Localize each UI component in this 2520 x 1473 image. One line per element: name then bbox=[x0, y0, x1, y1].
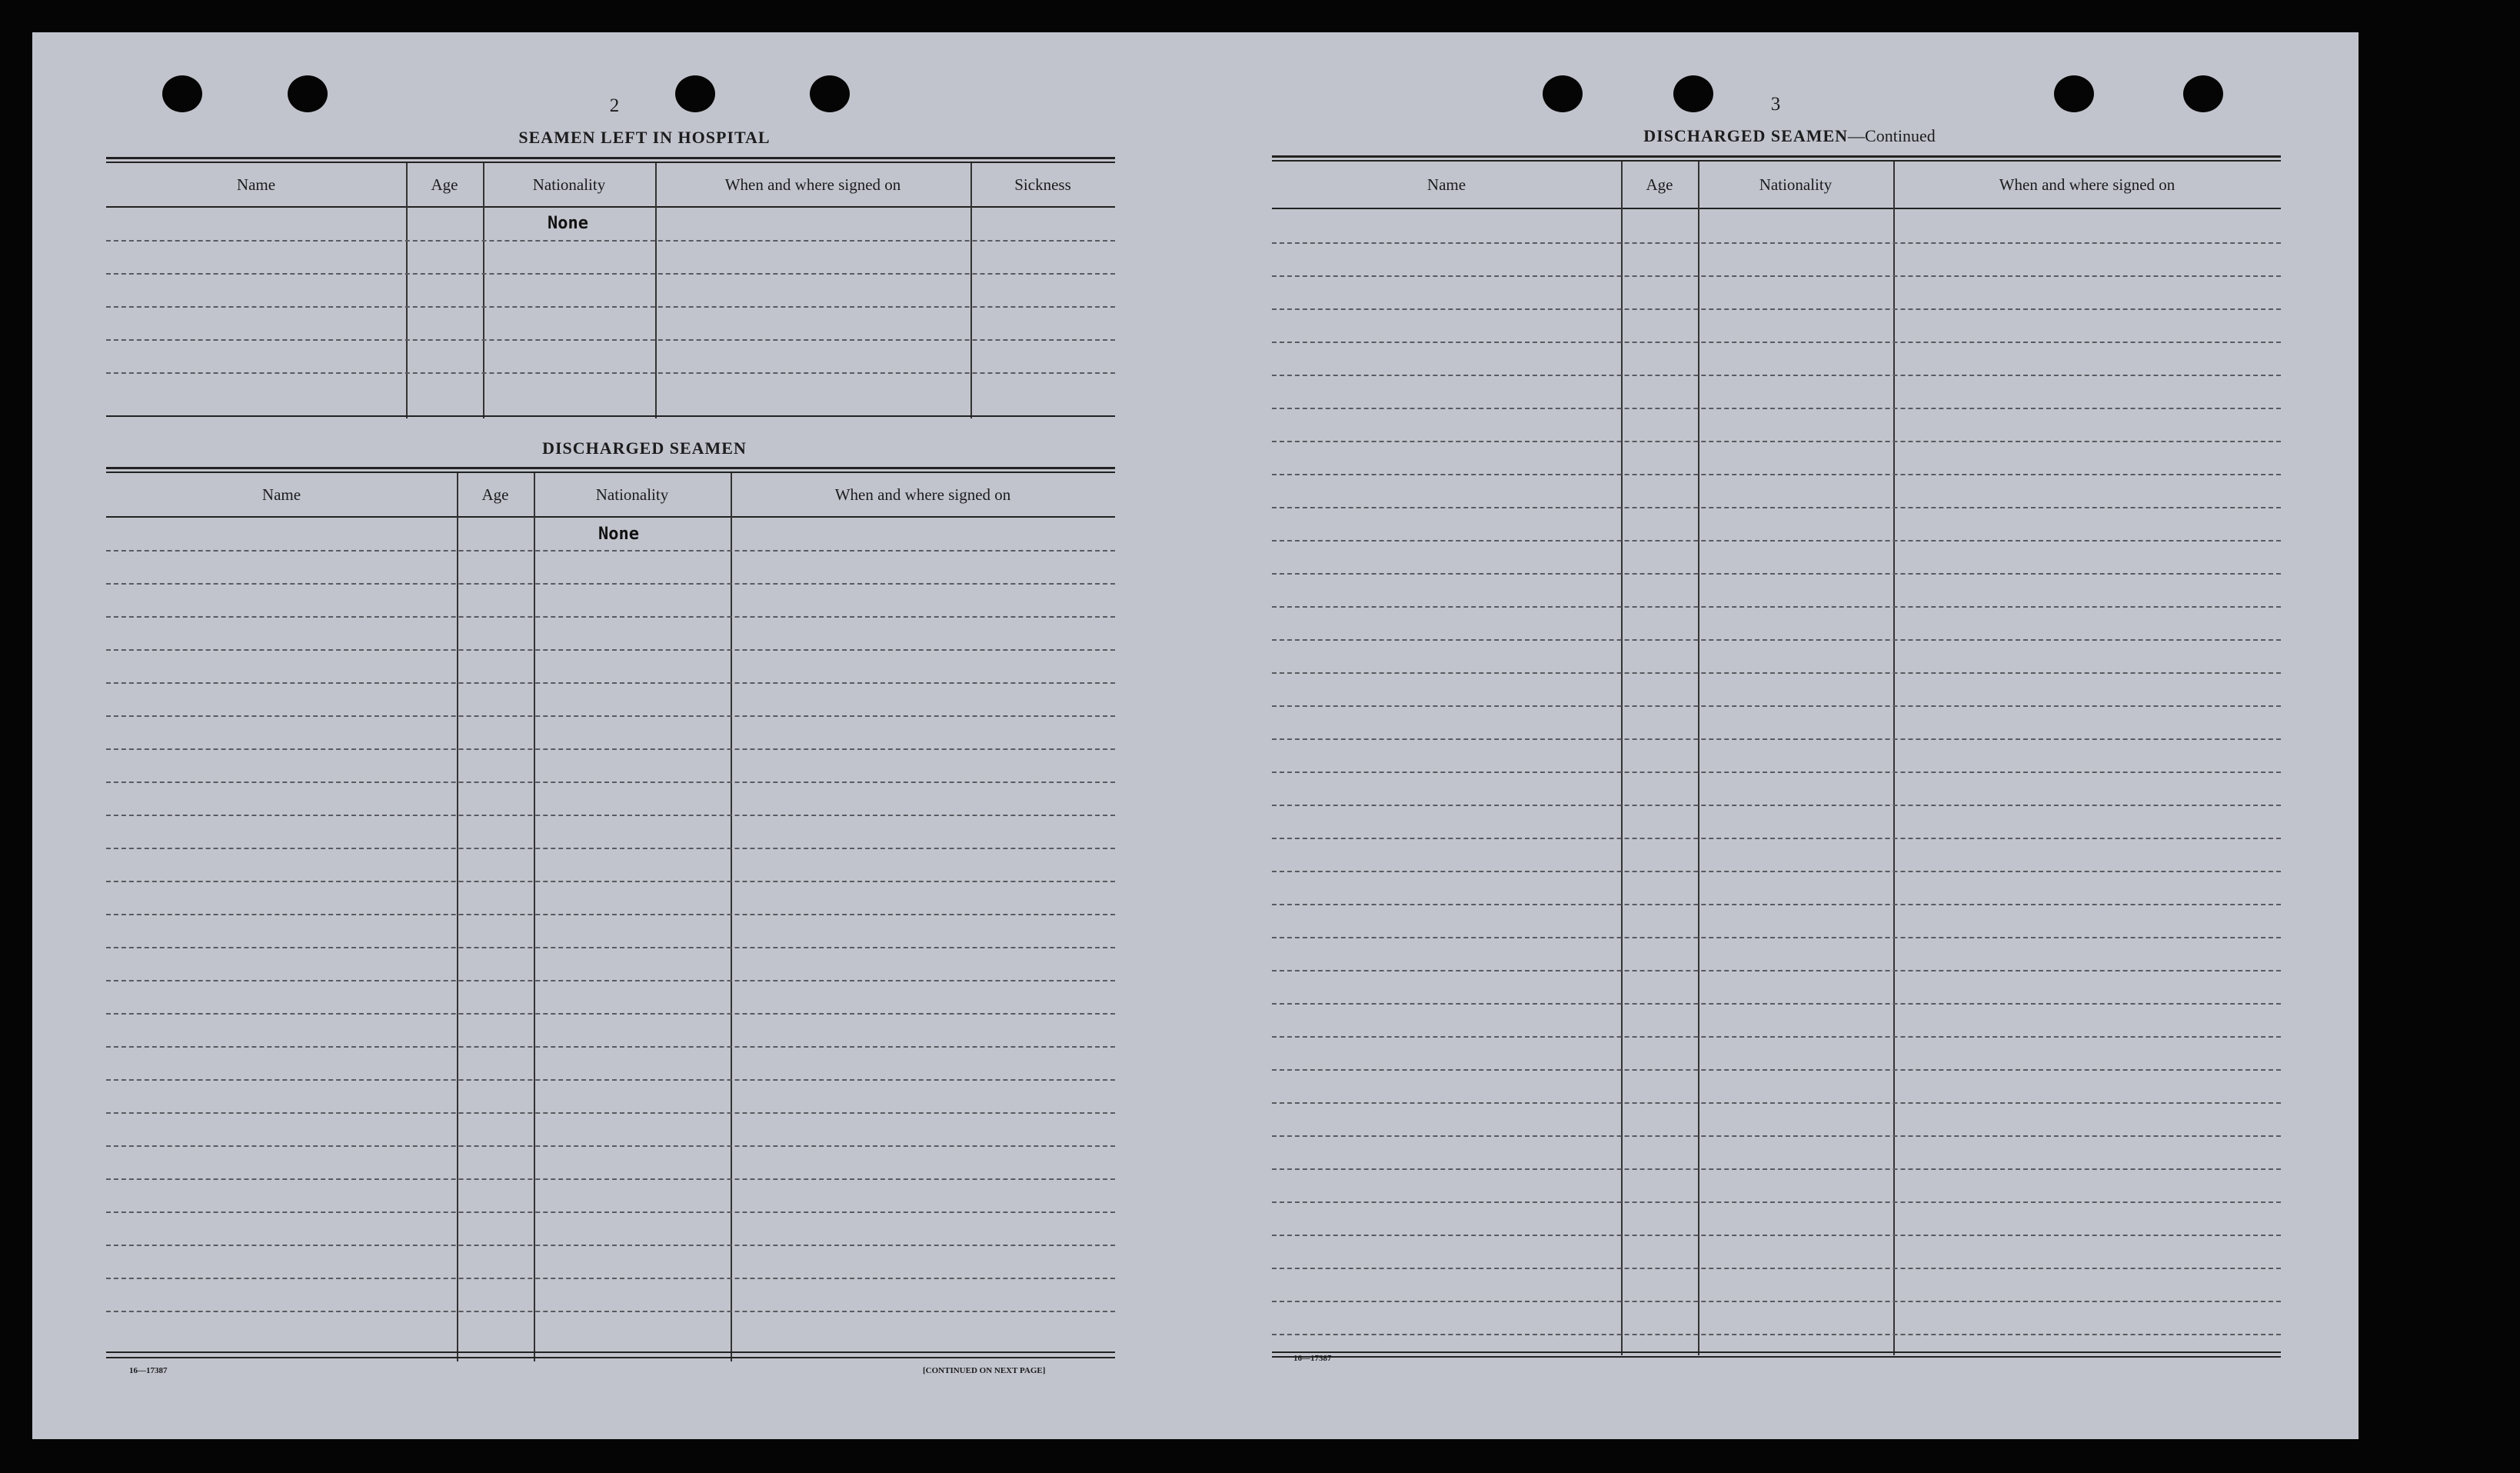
punch-hole bbox=[288, 75, 328, 112]
col-header-signed-on: When and where signed on bbox=[724, 175, 901, 194]
table-row bbox=[106, 1112, 1115, 1114]
col-header-nationality: Nationality bbox=[532, 175, 606, 194]
table-row bbox=[1272, 342, 2281, 343]
col-header-signed-on: When and where signed on bbox=[1999, 175, 2175, 194]
table-row bbox=[1272, 705, 2281, 707]
col-header-age: Age bbox=[1646, 175, 1673, 194]
table-row bbox=[1272, 1168, 2281, 1170]
table-row bbox=[1272, 441, 2281, 442]
table-row bbox=[1272, 606, 2281, 608]
col-header-age: Age bbox=[431, 175, 458, 194]
table-row bbox=[1272, 573, 2281, 575]
table-row bbox=[1272, 1069, 2281, 1071]
table-row bbox=[1272, 1301, 2281, 1302]
page-number-left: 2 bbox=[609, 95, 620, 116]
table-row bbox=[1272, 1334, 2281, 1335]
table-row bbox=[106, 1278, 1115, 1279]
table-row bbox=[1272, 937, 2281, 938]
col-header-name: Name bbox=[236, 175, 276, 194]
table-row bbox=[1272, 672, 2281, 674]
hospital-section-title: SEAMEN LEFT IN HOSPITAL bbox=[518, 128, 771, 147]
table-row bbox=[1272, 474, 2281, 475]
table-row bbox=[106, 240, 1115, 242]
punch-hole bbox=[1543, 75, 1583, 112]
table-row bbox=[106, 715, 1115, 717]
discharged-section-title: DISCHARGED SEAMEN bbox=[542, 438, 747, 458]
table-row bbox=[1272, 738, 2281, 740]
table-row bbox=[1272, 308, 2281, 310]
punch-hole bbox=[2183, 75, 2223, 112]
table-row bbox=[106, 1046, 1115, 1048]
col-header-name: Name bbox=[1426, 175, 1466, 194]
table-row bbox=[106, 372, 1115, 374]
table-row bbox=[1272, 1102, 2281, 1104]
hospital-typed-entry: None bbox=[548, 214, 588, 233]
table-row bbox=[106, 649, 1115, 651]
punch-hole bbox=[810, 75, 850, 112]
document-sheet bbox=[32, 32, 2359, 1439]
table-row bbox=[1272, 871, 2281, 872]
table-row bbox=[1272, 771, 2281, 773]
table-row bbox=[1272, 242, 2281, 244]
col-header-sickness: Sickness bbox=[1014, 175, 1071, 194]
table-row bbox=[1272, 1003, 2281, 1005]
continued-suffix: —Continued bbox=[1848, 126, 1936, 145]
table-row bbox=[106, 748, 1115, 750]
table-row bbox=[106, 980, 1115, 981]
table-row bbox=[106, 273, 1115, 275]
continued-note: [CONTINUED ON NEXT PAGE] bbox=[923, 1366, 1046, 1375]
table-row bbox=[1272, 507, 2281, 508]
table-row bbox=[106, 339, 1115, 341]
discharged-continued-title-main: DISCHARGED SEAMEN bbox=[1643, 126, 1849, 145]
table-row bbox=[106, 1211, 1115, 1213]
table-row bbox=[106, 1013, 1115, 1015]
table-row bbox=[1272, 805, 2281, 806]
discharged-continued-title bbox=[1270, 126, 2309, 146]
table-row bbox=[1272, 639, 2281, 641]
table-row bbox=[106, 815, 1115, 816]
table-row bbox=[1272, 1135, 2281, 1137]
table-row bbox=[1272, 408, 2281, 409]
table-row bbox=[106, 914, 1115, 915]
table-row bbox=[1272, 375, 2281, 376]
table-row bbox=[1272, 275, 2281, 277]
table-row bbox=[1272, 1235, 2281, 1236]
punch-hole bbox=[1673, 75, 1713, 112]
table-row bbox=[106, 848, 1115, 849]
table-row bbox=[1272, 970, 2281, 971]
table-row bbox=[106, 1178, 1115, 1180]
table-row bbox=[106, 1079, 1115, 1081]
page-number-right: 3 bbox=[1770, 94, 1781, 115]
table-row bbox=[106, 1245, 1115, 1246]
table-row bbox=[106, 616, 1115, 618]
table-row bbox=[1272, 904, 2281, 905]
discharged-typed-entry: None bbox=[598, 525, 639, 544]
table-row bbox=[1272, 540, 2281, 542]
punch-hole bbox=[162, 75, 202, 112]
table-row bbox=[106, 682, 1115, 684]
table-row bbox=[1272, 1201, 2281, 1203]
table-row bbox=[1272, 1268, 2281, 1269]
hospital-table bbox=[106, 157, 1115, 418]
col-header-signed-on: When and where signed on bbox=[834, 485, 1011, 504]
table-row bbox=[1272, 1036, 2281, 1038]
table-row bbox=[106, 881, 1115, 882]
table-row bbox=[106, 550, 1115, 552]
table-row bbox=[1272, 838, 2281, 839]
col-header-name: Name bbox=[261, 485, 301, 504]
table-row bbox=[106, 583, 1115, 585]
form-number-left: 16—17387 bbox=[129, 1366, 168, 1375]
punch-hole bbox=[675, 75, 715, 112]
col-header-nationality: Nationality bbox=[1759, 175, 1833, 194]
punch-hole bbox=[2054, 75, 2094, 112]
discharged-table-right bbox=[1272, 155, 2281, 1380]
table-row bbox=[106, 947, 1115, 948]
col-header-age: Age bbox=[481, 485, 509, 504]
col-header-nationality: Nationality bbox=[595, 485, 669, 504]
table-row bbox=[106, 1311, 1115, 1312]
discharged-table-left bbox=[106, 467, 1115, 1361]
form-number-right: 16—17387 bbox=[1293, 1354, 1332, 1363]
table-row bbox=[106, 306, 1115, 308]
table-row bbox=[106, 781, 1115, 783]
table-row bbox=[106, 1145, 1115, 1147]
